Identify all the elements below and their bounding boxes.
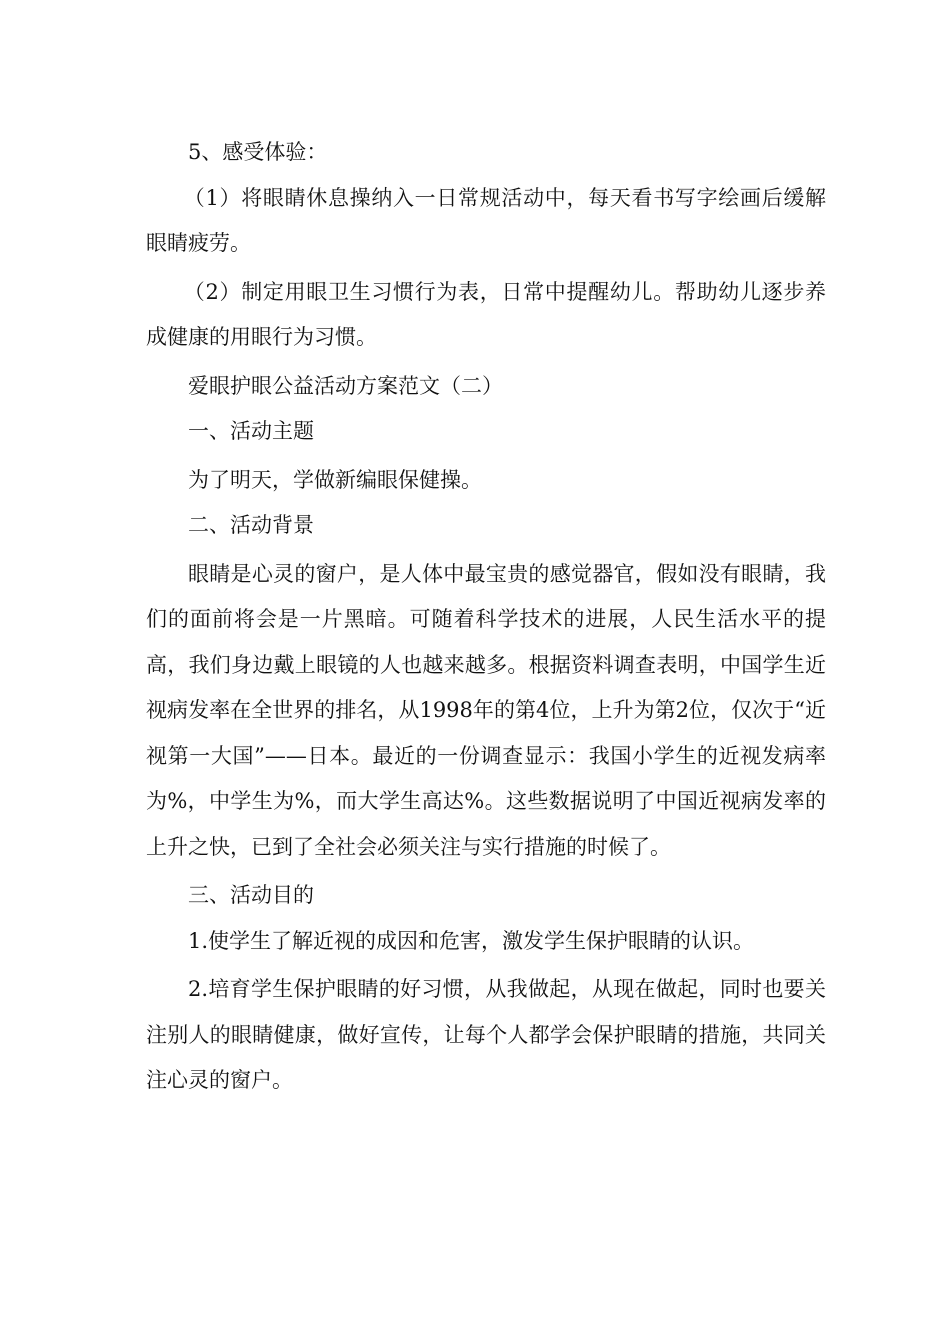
section-heading: 三、活动目的	[188, 883, 314, 907]
paragraph: （2）制定用眼卫生习惯行为表，日常中提醒幼儿。帮助幼儿逐步养成健康的用眼行为习惯。	[146, 279, 826, 349]
section-heading: 5、感受体验：	[188, 140, 328, 164]
list-item: 1.使学生了解近视的成因和危害，激发学生保护眼睛的认识。	[188, 928, 755, 953]
section-heading: 一、活动主题	[188, 419, 314, 443]
section-heading: 二、活动背景	[188, 513, 314, 537]
paragraph: 为了明天，学做新编眼保健操。	[188, 467, 482, 492]
document-subtitle: 爱眼护眼公益活动方案范文（二）	[188, 373, 503, 398]
paragraph: 眼睛是心灵的窗户，是人体中最宝贵的感觉器官，假如没有眼睛，我们的面前将会是一片黑暗。可随着科学技术的进展，人民生活水平的提高，我们身边戴上眼镜的人也越来越多。根据资料调查表明，中国学生近视病发率在全世界的排名，从1998年的第4位，上升为第2位，仅次于“近视第一大国”——日本。最近的一份调查显示：我国小学生的近视发病率为%，中学生为%，而大学生高达%。这些数据说明了中国近视病发率的上升之快，已到了全社会必须关注与实行措施的时候了。	[146, 561, 826, 859]
document-page	[146, 130, 826, 1104]
list-item: 2.培育学生保护眼睛的好习惯，从我做起，从现在做起，同时也要关注别人的眼睛健康，做好宣传，让每个人都学会保护眼睛的措施，共同关注心灵的窗户。	[146, 977, 826, 1092]
paragraph: （1）将眼睛休息操纳入一日常规活动中，每天看书写字绘画后缓解眼睛疲劳。	[146, 185, 826, 255]
